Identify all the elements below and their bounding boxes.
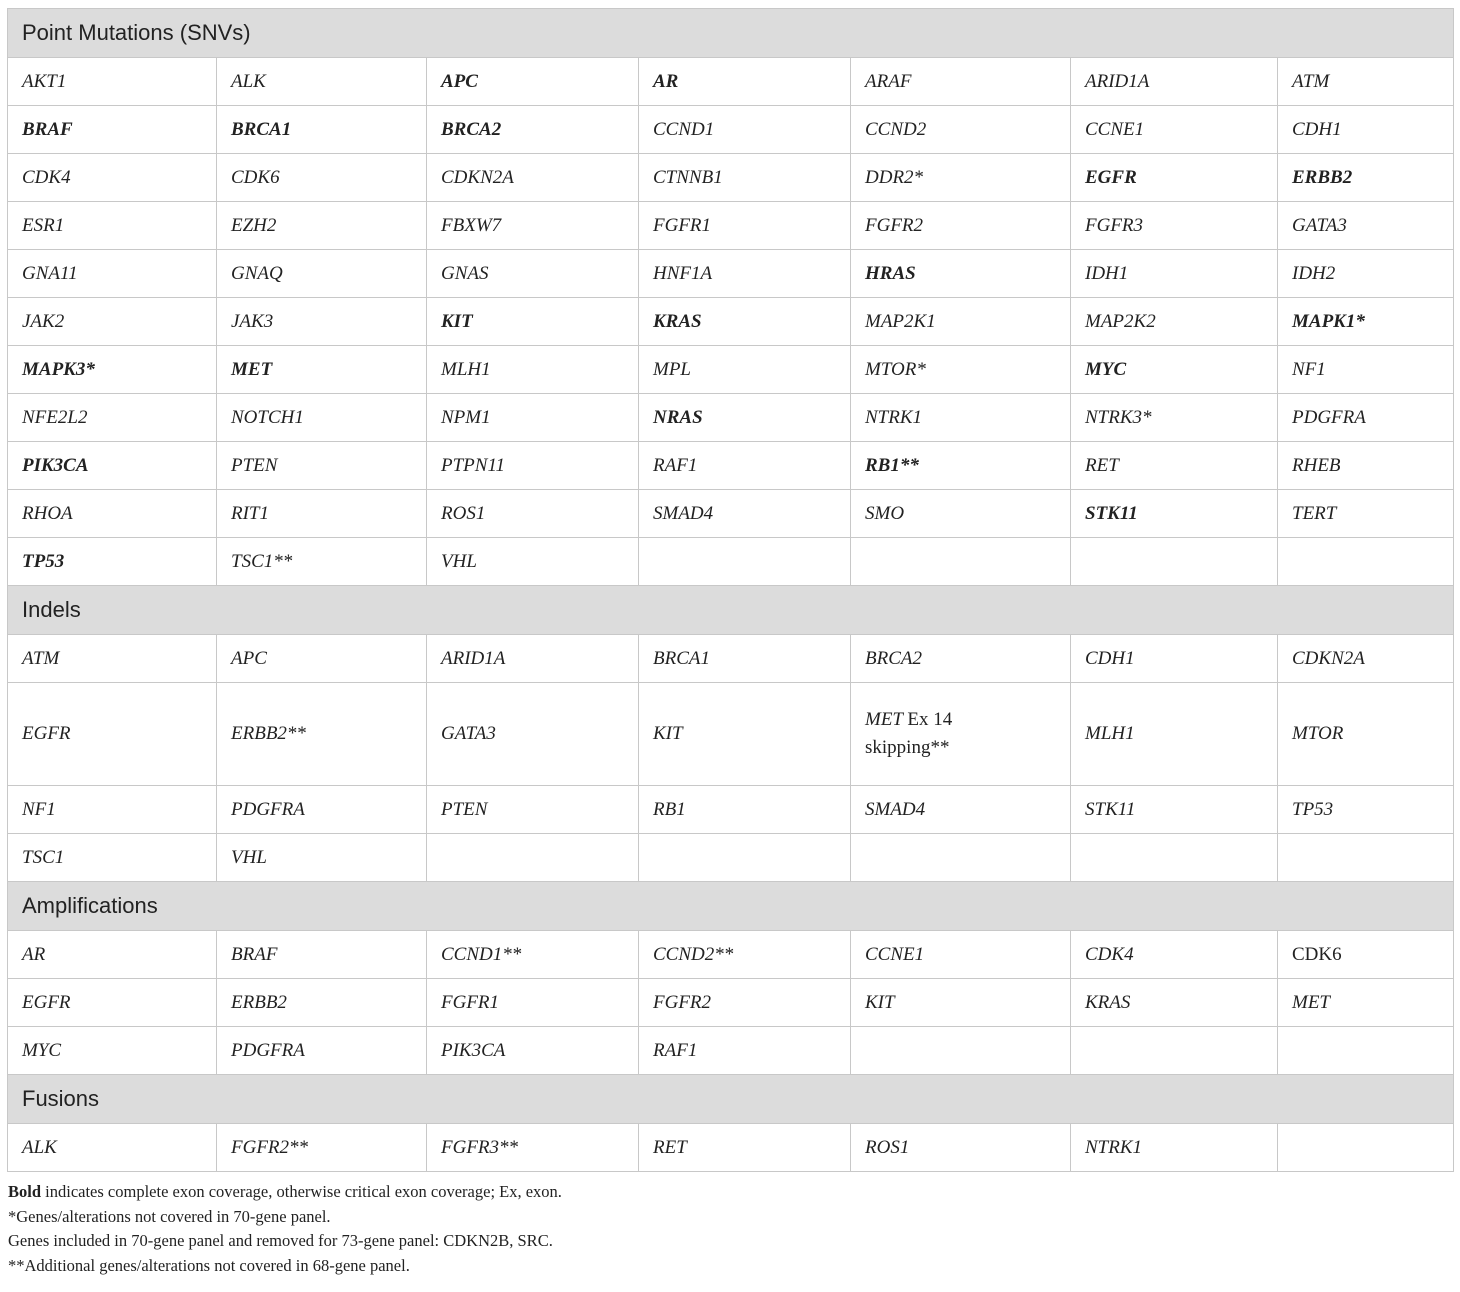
gene-cell: FGFR2** bbox=[217, 1124, 427, 1172]
gene-cell: PIK3CA bbox=[427, 1027, 639, 1075]
gene-cell: EGFR bbox=[8, 979, 217, 1027]
gene-cell: CTNNB1 bbox=[639, 154, 851, 202]
gene-cell: FGFR2 bbox=[851, 202, 1071, 250]
gene-name: MET bbox=[865, 709, 903, 730]
gene-cell: VHL bbox=[427, 538, 639, 586]
footnote-single-asterisk: *Genes/alterations not covered in 70-gene panel. bbox=[8, 1206, 331, 1226]
gene-cell: PDGFRA bbox=[1278, 394, 1454, 442]
gene-cell: BRCA1 bbox=[217, 106, 427, 154]
gene-cell: ERBB2 bbox=[217, 979, 427, 1027]
gene-cell: BRCA2 bbox=[427, 106, 639, 154]
gene-cell: MAPK1* bbox=[1278, 298, 1454, 346]
gene-cell: CDH1 bbox=[1071, 635, 1278, 683]
gene-cell: RAF1 bbox=[639, 442, 851, 490]
gene-cell: RIT1 bbox=[217, 490, 427, 538]
gene-cell: CDK4 bbox=[1071, 931, 1278, 979]
footnote-bold-word: Bold bbox=[8, 1182, 42, 1201]
gene-cell: PDGFRA bbox=[217, 786, 427, 834]
gene-cell: ARID1A bbox=[1071, 58, 1278, 106]
gene-cell: EZH2 bbox=[217, 202, 427, 250]
table-row bbox=[8, 250, 1454, 298]
gene-cell: GATA3 bbox=[1278, 202, 1454, 250]
gene-cell: ATM bbox=[8, 635, 217, 683]
gene-cell: BRCA1 bbox=[639, 635, 851, 683]
gene-cell: MPL bbox=[639, 346, 851, 394]
gene-cell: NTRK1 bbox=[851, 394, 1071, 442]
gene-cell: CDKN2A bbox=[1278, 635, 1454, 683]
gene-cell: GNAS bbox=[427, 250, 639, 298]
gene-cell: RB1** bbox=[851, 442, 1071, 490]
gene-cell: DDR2* bbox=[851, 154, 1071, 202]
gene-cell: ERBB2** bbox=[217, 683, 427, 786]
gene-cell: STK11 bbox=[1071, 490, 1278, 538]
gene-cell: GNA11 bbox=[8, 250, 217, 298]
gene-cell bbox=[1278, 1124, 1454, 1172]
gene-cell: PTEN bbox=[427, 786, 639, 834]
gene-cell: RAF1 bbox=[639, 1027, 851, 1075]
gene-cell: MLH1 bbox=[427, 346, 639, 394]
gene-cell: CDK6 bbox=[1278, 931, 1454, 979]
gene-cell: PIK3CA bbox=[8, 442, 217, 490]
section-header-row bbox=[8, 882, 1454, 931]
footnote-removed-genes: Genes included in 70-gene panel and removed for 73-gene panel: CDKN2B, SRC. bbox=[8, 1231, 553, 1250]
gene-cell bbox=[851, 834, 1071, 882]
gene-cell: ARID1A bbox=[427, 635, 639, 683]
table-row bbox=[8, 106, 1454, 154]
gene-cell: FGFR3 bbox=[1071, 202, 1278, 250]
gene-cell: AR bbox=[8, 931, 217, 979]
gene-cell: TP53 bbox=[1278, 786, 1454, 834]
gene-cell: SMAD4 bbox=[639, 490, 851, 538]
gene-cell: MET bbox=[217, 346, 427, 394]
gene-cell: HNF1A bbox=[639, 250, 851, 298]
gene-cell: MAPK3* bbox=[8, 346, 217, 394]
section-header-row bbox=[8, 9, 1454, 58]
gene-cell: TERT bbox=[1278, 490, 1454, 538]
gene-cell: NOTCH1 bbox=[217, 394, 427, 442]
gene-cell: CCND2** bbox=[639, 931, 851, 979]
footnote-bold-text: indicates complete exon coverage, otherwise critical exon coverage; Ex, exon. bbox=[41, 1182, 562, 1201]
gene-cell: MTOR bbox=[1278, 683, 1454, 786]
gene-cell bbox=[639, 834, 851, 882]
gene-cell: KRAS bbox=[1071, 979, 1278, 1027]
gene-cell: RET bbox=[639, 1124, 851, 1172]
gene-cell: RET bbox=[1071, 442, 1278, 490]
table-row bbox=[8, 1124, 1454, 1172]
gene-cell bbox=[427, 834, 639, 882]
section-header-row bbox=[8, 586, 1454, 635]
gene-cell: IDH1 bbox=[1071, 250, 1278, 298]
gene-cell: IDH2 bbox=[1278, 250, 1454, 298]
gene-cell: CCNE1 bbox=[851, 931, 1071, 979]
gene-cell: CDKN2A bbox=[427, 154, 639, 202]
section-title: Indels bbox=[8, 586, 1454, 635]
table-row bbox=[8, 834, 1454, 882]
gene-cell bbox=[1071, 834, 1278, 882]
table-row bbox=[8, 298, 1454, 346]
gene-cell: MTOR* bbox=[851, 346, 1071, 394]
gene-cell: STK11 bbox=[1071, 786, 1278, 834]
gene-cell: SMO bbox=[851, 490, 1071, 538]
gene-cell: SMAD4 bbox=[851, 786, 1071, 834]
table-row bbox=[8, 683, 1454, 786]
gene-cell: CDH1 bbox=[1278, 106, 1454, 154]
gene-cell: FGFR2 bbox=[639, 979, 851, 1027]
section-title: Amplifications bbox=[8, 882, 1454, 931]
gene-cell: NPM1 bbox=[427, 394, 639, 442]
gene-cell bbox=[851, 538, 1071, 586]
gene-cell: FGFR3** bbox=[427, 1124, 639, 1172]
gene-cell: NTRK3* bbox=[1071, 394, 1278, 442]
gene-cell: MYC bbox=[1071, 346, 1278, 394]
gene-cell: JAK3 bbox=[217, 298, 427, 346]
gene-cell: CCNE1 bbox=[1071, 106, 1278, 154]
gene-cell bbox=[851, 683, 1071, 786]
gene-cell bbox=[1278, 1027, 1454, 1075]
gene-cell: ATM bbox=[1278, 58, 1454, 106]
table-row bbox=[8, 786, 1454, 834]
section-title: Fusions bbox=[8, 1075, 1454, 1124]
gene-cell: NF1 bbox=[1278, 346, 1454, 394]
table-row bbox=[8, 58, 1454, 106]
table-row bbox=[8, 202, 1454, 250]
table-row bbox=[8, 1027, 1454, 1075]
gene-cell bbox=[639, 538, 851, 586]
gene-cell: CDK4 bbox=[8, 154, 217, 202]
table-footnotes bbox=[7, 1180, 1453, 1278]
gene-cell: EGFR bbox=[1071, 154, 1278, 202]
gene-cell bbox=[1278, 834, 1454, 882]
gene-cell: PTPN11 bbox=[427, 442, 639, 490]
gene-cell bbox=[1278, 538, 1454, 586]
section-header-row bbox=[8, 1075, 1454, 1124]
gene-cell: ROS1 bbox=[851, 1124, 1071, 1172]
gene-cell: TSC1 bbox=[8, 834, 217, 882]
table-row bbox=[8, 442, 1454, 490]
table-row bbox=[8, 979, 1454, 1027]
gene-cell bbox=[1071, 1027, 1278, 1075]
gene-cell: VHL bbox=[217, 834, 427, 882]
gene-cell: EGFR bbox=[8, 683, 217, 786]
gene-cell: ESR1 bbox=[8, 202, 217, 250]
gene-cell: MET bbox=[1278, 979, 1454, 1027]
table-row bbox=[8, 394, 1454, 442]
gene-cell: RB1 bbox=[639, 786, 851, 834]
gene-cell: BRAF bbox=[217, 931, 427, 979]
gene-cell: ROS1 bbox=[427, 490, 639, 538]
gene-cell: CCND1** bbox=[427, 931, 639, 979]
gene-cell: ALK bbox=[217, 58, 427, 106]
gene-cell: KIT bbox=[639, 683, 851, 786]
table-row bbox=[8, 490, 1454, 538]
gene-cell: CCND2 bbox=[851, 106, 1071, 154]
gene-cell: KIT bbox=[851, 979, 1071, 1027]
gene-cell: APC bbox=[217, 635, 427, 683]
gene-panel-table bbox=[7, 8, 1454, 1172]
gene-cell: MAP2K2 bbox=[1071, 298, 1278, 346]
gene-cell: CDK6 bbox=[217, 154, 427, 202]
gene-cell: ARAF bbox=[851, 58, 1071, 106]
gene-cell: FGFR1 bbox=[427, 979, 639, 1027]
gene-cell: TP53 bbox=[8, 538, 217, 586]
table-row bbox=[8, 154, 1454, 202]
alteration-detail: Ex 14 skipping** bbox=[865, 709, 953, 758]
gene-cell: NF1 bbox=[8, 786, 217, 834]
gene-cell: PTEN bbox=[217, 442, 427, 490]
table-row bbox=[8, 931, 1454, 979]
section-title: Point Mutations (SNVs) bbox=[8, 9, 1454, 58]
gene-cell bbox=[1071, 538, 1278, 586]
table-body bbox=[8, 9, 1454, 1172]
gene-cell: RHEB bbox=[1278, 442, 1454, 490]
gene-cell: APC bbox=[427, 58, 639, 106]
gene-cell: MLH1 bbox=[1071, 683, 1278, 786]
gene-cell: PDGFRA bbox=[217, 1027, 427, 1075]
gene-cell: NFE2L2 bbox=[8, 394, 217, 442]
gene-cell: ALK bbox=[8, 1124, 217, 1172]
gene-cell: FGFR1 bbox=[639, 202, 851, 250]
gene-cell: BRAF bbox=[8, 106, 217, 154]
gene-cell bbox=[851, 1027, 1071, 1075]
table-row bbox=[8, 635, 1454, 683]
table-row bbox=[8, 346, 1454, 394]
gene-cell: NRAS bbox=[639, 394, 851, 442]
gene-cell: KRAS bbox=[639, 298, 851, 346]
gene-cell: AKT1 bbox=[8, 58, 217, 106]
gene-cell: HRAS bbox=[851, 250, 1071, 298]
table-row bbox=[8, 538, 1454, 586]
footnote-bold-legend bbox=[7, 1180, 1453, 1205]
gene-cell: KIT bbox=[427, 298, 639, 346]
gene-cell: GNAQ bbox=[217, 250, 427, 298]
gene-panel-table-container bbox=[7, 8, 1453, 1278]
gene-cell: CCND1 bbox=[639, 106, 851, 154]
gene-cell: TSC1** bbox=[217, 538, 427, 586]
gene-cell: RHOA bbox=[8, 490, 217, 538]
gene-cell: FBXW7 bbox=[427, 202, 639, 250]
gene-cell: GATA3 bbox=[427, 683, 639, 786]
gene-cell: AR bbox=[639, 58, 851, 106]
gene-cell: NTRK1 bbox=[1071, 1124, 1278, 1172]
gene-cell: JAK2 bbox=[8, 298, 217, 346]
gene-cell: MAP2K1 bbox=[851, 298, 1071, 346]
gene-cell: BRCA2 bbox=[851, 635, 1071, 683]
footnote-double-asterisk: **Additional genes/alterations not covered in 68-gene panel. bbox=[8, 1255, 410, 1275]
gene-cell: ERBB2 bbox=[1278, 154, 1454, 202]
gene-cell: MYC bbox=[8, 1027, 217, 1075]
